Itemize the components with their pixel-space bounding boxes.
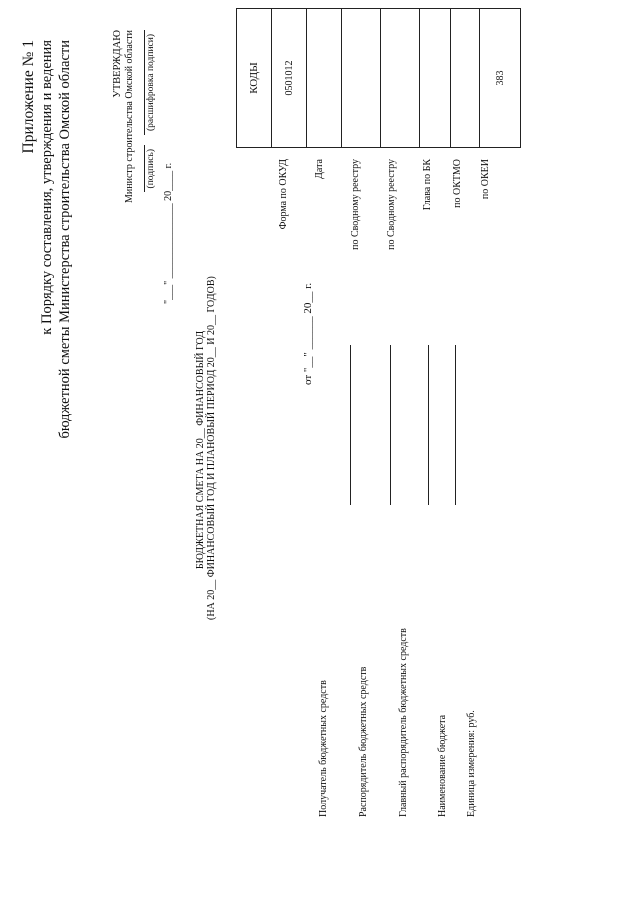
document-title-line-2: (НА 20__ ФИНАНСОВЫЙ ГОД И ПЛАНОВЫЙ ПЕРИОД 20__ И 20__ ГОДОВ) <box>206 276 217 620</box>
codes-table <box>236 8 521 148</box>
document-title-line-1: БЮДЖЕТНАЯ СМЕТА НА 20__ ФИНАНСОВЫЙ ГОД <box>195 330 206 570</box>
appendix-header <box>20 40 74 439</box>
signature-caption: (подпись) <box>144 145 157 192</box>
codes-cell <box>307 8 342 148</box>
field-line-chief-manager <box>428 345 429 505</box>
field-line-recipient <box>350 345 351 505</box>
codes-row-label: Глава по БК <box>422 159 433 211</box>
codes-cell <box>342 8 381 148</box>
approval-official: Министр строительства Омской области <box>124 30 135 203</box>
field-line-manager <box>390 345 391 505</box>
field-line-budget-name <box>455 345 456 505</box>
codes-cell <box>451 8 480 148</box>
field-label-unit: Единица измерения: руб. <box>466 710 477 817</box>
approval-block <box>112 30 175 330</box>
codes-row-label: Дата <box>314 159 325 179</box>
appendix-number: Приложение № 1 <box>20 40 37 154</box>
document-title <box>195 276 217 620</box>
codes-row-label: по Сводному реестру <box>350 159 361 250</box>
field-label-recipient: Получатель бюджетных средств <box>318 680 329 817</box>
document-date: от "__" ______ 20__ г. <box>302 282 314 385</box>
codes-row-label: по ОКЕИ <box>480 159 491 200</box>
approval-signature-row <box>144 30 157 330</box>
decoding-caption: (расшифровка подписи) <box>144 30 157 135</box>
codes-cell: 0501012 <box>272 8 307 148</box>
approval-title: УТВЕРЖДАЮ <box>112 30 123 98</box>
codes-header: КОДЫ <box>236 8 272 148</box>
codes-cell <box>381 8 420 148</box>
appendix-line-3: бюджетной сметы Министерства строительства Омской области <box>57 40 73 439</box>
field-label-chief-manager: Главный распорядитель бюджетных средств <box>398 628 409 817</box>
field-label-budget-name: Наименование бюджета <box>437 714 448 817</box>
codes-row-label: Форма по ОКУД <box>278 159 289 230</box>
codes-row-label: по ОКТМО <box>452 159 463 208</box>
field-label-manager: Распорядитель бюджетных средств <box>358 666 369 817</box>
codes-row-label: по Сводному реестру <box>386 159 397 250</box>
codes-cell <box>420 8 451 148</box>
codes-cell: 383 <box>480 8 521 148</box>
approval-date-line: "___" _______________ 20____ г. <box>163 162 174 304</box>
appendix-line-2: к Порядку составления, утверждения и ведения <box>39 40 55 335</box>
